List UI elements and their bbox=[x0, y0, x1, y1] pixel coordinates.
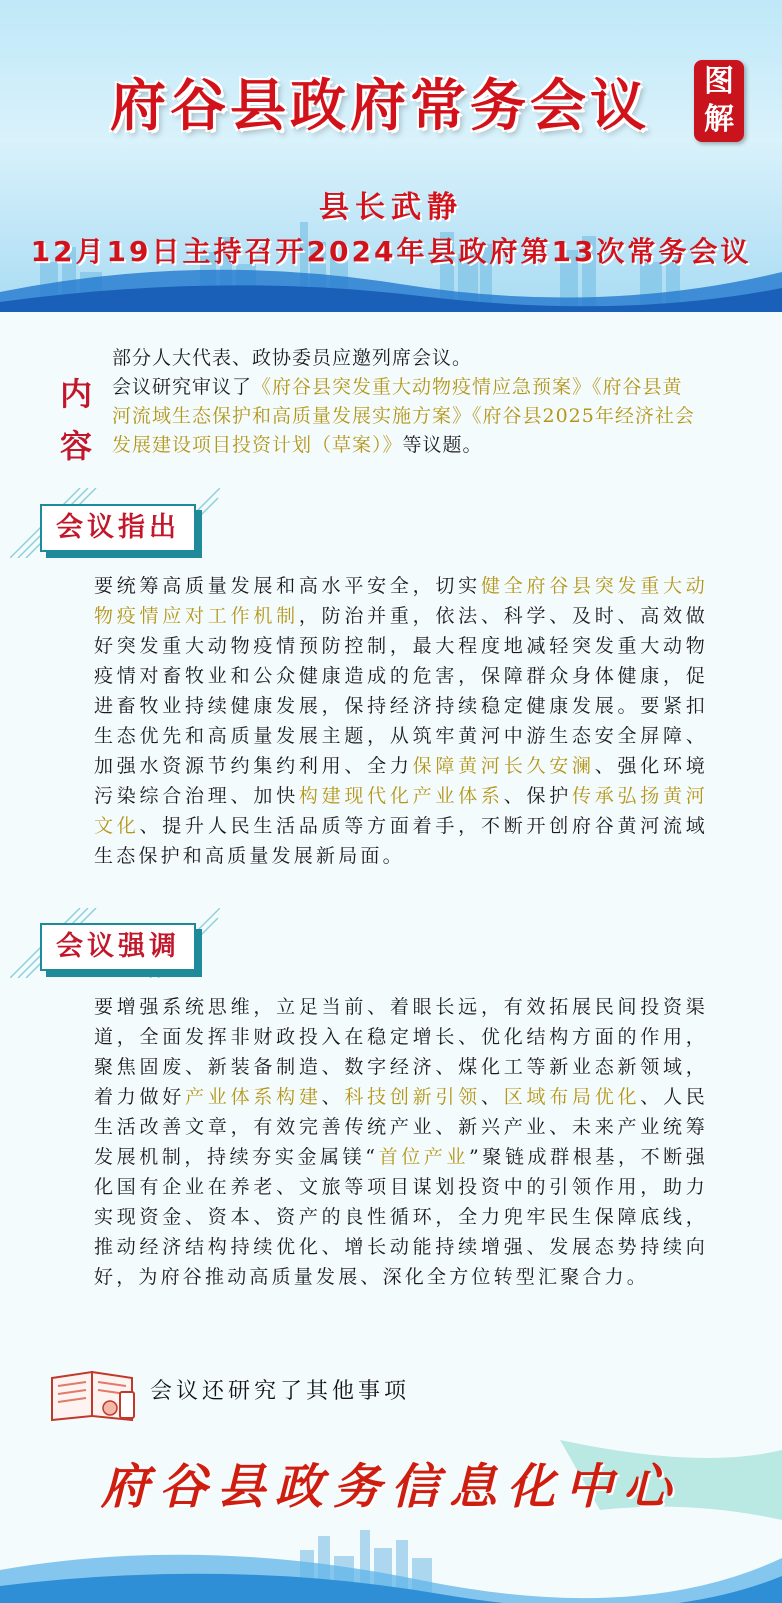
meeting-emphasis-paragraph bbox=[94, 992, 708, 1292]
other-matters-row bbox=[46, 1364, 646, 1434]
s2-text-4: 、人民生活改善文章，有效完善传统产业、新兴产业、未来产业统筹发展机制，持续夯实金属镁“ bbox=[94, 1086, 708, 1168]
s2-text-3: 、 bbox=[480, 1086, 504, 1108]
topics-suffix: 等议题。 bbox=[402, 434, 483, 456]
s2-highlight-1: 产业体系构建 bbox=[185, 1086, 322, 1108]
attendees-line: 部分人大代表、政协委员应邀列席会议。 bbox=[112, 347, 473, 369]
s1-highlight-3: 构建现代化产业体系 bbox=[298, 785, 504, 807]
s2-text-2: 、 bbox=[321, 1086, 345, 1108]
seal-text: 图解 bbox=[704, 64, 734, 137]
s1-text-3: 、强化环境污染综合治理、加快 bbox=[94, 755, 708, 807]
document-book-icon bbox=[46, 1364, 142, 1424]
main-title: 府谷县政府常务会议 bbox=[110, 74, 650, 139]
s1-text-1: 要统筹高质量发展和高水平安全，切实 bbox=[94, 575, 481, 597]
topics-list: 《府谷县突发重大动物疫情应急预案》《府谷县黄河流域生态保护和高质量发展实施方案》《府谷县2025年经济社会发展建设项目投资计划（草案）》 bbox=[112, 376, 695, 456]
s2-highlight-3: 区域布局优化 bbox=[503, 1086, 641, 1108]
content-label-text: 内容 bbox=[59, 375, 92, 465]
footer-banner bbox=[0, 1440, 782, 1603]
other-matters-text: 会议还研究了其他事项 bbox=[150, 1379, 411, 1404]
tujie-seal bbox=[694, 60, 744, 142]
s1-highlight-1: 健全府谷县突发重大动物疫情应对工作机制 bbox=[94, 575, 708, 627]
meeting-host: 县长武静 bbox=[319, 190, 463, 225]
meeting-points-paragraph bbox=[94, 571, 708, 871]
s1-highlight-4: 传承弘扬黄河文化 bbox=[94, 785, 708, 837]
s1-text-2: ，防治并重，依法、科学、及时、高效做好突发重大动物疫情预防控制，最大程度地减轻突发重大动物疫情对畜牧业和公众健康造成的危害，保障群众身体健康，促进畜牧业持续健康发展，保持经济持续稳定健康发展。要紧扣生态优先和高质量发展主题，从筑牢黄河中游生态安全屏障、加强水资源节约集约利用、全力 bbox=[94, 605, 708, 777]
content-intro bbox=[112, 344, 702, 460]
header-banner bbox=[0, 0, 782, 312]
s1-highlight-2: 保障黄河长久安澜 bbox=[412, 755, 595, 777]
topics-paragraph bbox=[112, 373, 702, 460]
content-label bbox=[56, 368, 96, 472]
s2-text-1: 要增强系统思维，立足当前、着眼长远，有效拓展民间投资渠道，全面发挥非财政投入在稳定增长、优化结构方面的作用，聚焦固废、新装备制造、数字经济、煤化工等新业态新领域，着力做好 bbox=[94, 996, 708, 1108]
s2-highlight-4: 首位产业 bbox=[378, 1146, 470, 1168]
s2-text-5: ”聚链成群根基，不断强化国有企业在养老、文旅等项目谋划投资中的引领作用，助力实现资金、资本、资产的良性循环，全力兜牢民生保障底线，推动经济结构持续优化、增长动能持续增强、发展态势持续向好，为府谷推动高质量发展、深化全方位转型汇聚合力。 bbox=[94, 1146, 708, 1288]
s1-text-4: 、保护 bbox=[503, 785, 572, 807]
topics-prefix: 会议研究审议了 bbox=[112, 376, 253, 398]
footer-title: 府谷县政务信息化中心 bbox=[100, 1459, 681, 1515]
section-tag-meeting-emphasis: 会议强调 bbox=[40, 923, 196, 971]
meeting-date-title: 12月19日主持召开2024年县政府第13次常务会议 bbox=[30, 235, 752, 268]
section-tag-meeting-points: 会议指出 bbox=[40, 504, 196, 552]
s1-text-5: 、提升人民生活品质等方面着手，不断开创府谷黄河流域生态保护和高质量发展新局面。 bbox=[94, 815, 708, 867]
s2-highlight-2: 科技创新引领 bbox=[344, 1086, 481, 1108]
